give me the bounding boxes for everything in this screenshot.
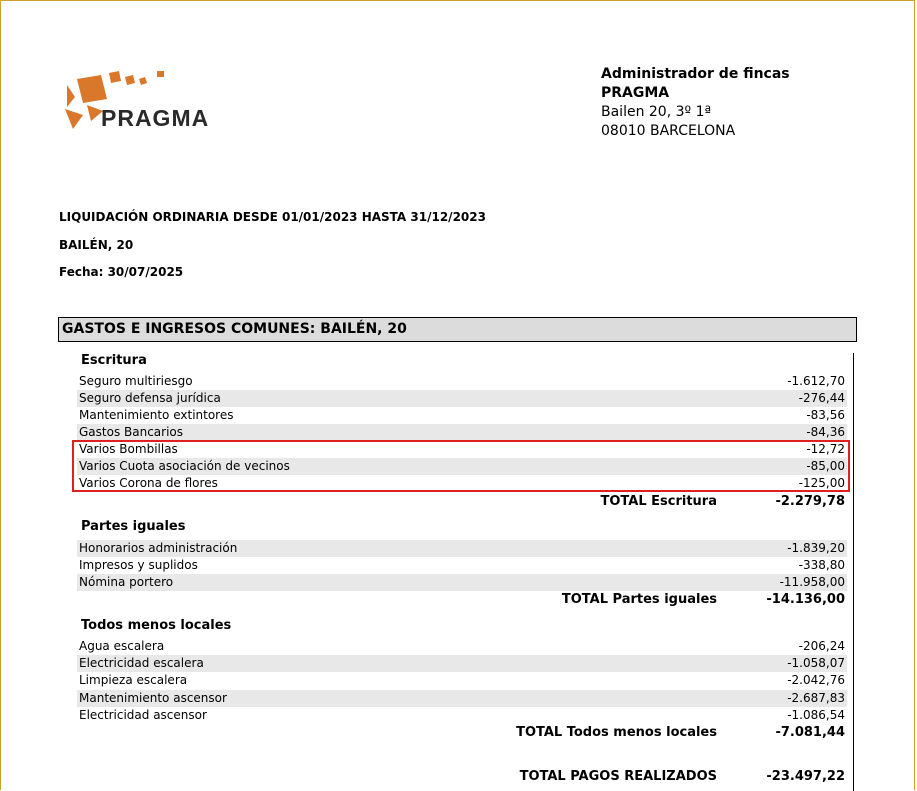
group-title-todos-menos-locales: Todos menos locales [81,618,232,633]
table-row: Varios Bombillas -12,72 [79,442,845,456]
document-date: Fecha: 30/07/2025 [59,265,184,279]
building-address: BAILÉN, 20 [59,238,134,252]
table-row: Nómina portero -11.958,00 [79,575,845,589]
grand-total: TOTAL PAGOS REALIZADOS -23.497,22 [519,769,845,784]
total-escritura: TOTAL Escritura -2.279,78 [600,494,845,509]
logo-wordmark: PRAGMA [101,105,210,131]
table-row: Seguro multiriesgo -1.612,70 [79,374,845,388]
pragma-logo [63,69,243,135]
table-row: Varios Cuota asociación de vecinos -85,00 [79,459,845,473]
section-title-bar: GASTOS E INGRESOS COMUNES: BAILÉN, 20 [58,317,857,342]
table-row: Limpieza escalera -2.042,76 [79,673,845,687]
group-title-escritura: Escritura [81,353,147,368]
admin-company: PRAGMA [601,85,670,101]
right-border-line [853,353,854,791]
total-partes-iguales: TOTAL Partes iguales -14.136,00 [561,592,845,607]
table-row: Impresos y suplidos -338,80 [79,558,845,572]
highlight-box [72,440,850,492]
table-row: Gastos Bancarios -84,36 [79,425,845,439]
table-row: Mantenimiento ascensor -2.687,83 [79,691,845,705]
table-row: Seguro defensa jurídica -276,44 [79,391,845,405]
admin-city: 08010 BARCELONA [601,123,736,139]
table-row: Mantenimiento extintores -83,56 [79,408,845,422]
table-row: Electricidad ascensor -1.086,54 [79,708,845,722]
liquidation-title: LIQUIDACIÓN ORDINARIA DESDE 01/01/2023 HASTA 31/12/2023 [59,210,486,224]
admin-street: Bailen 20, 3º 1ª [601,104,712,120]
total-todos-menos-locales: TOTAL Todos menos locales -7.081,44 [516,725,845,740]
table-row: Honorarios administración -1.839,20 [79,541,845,555]
group-title-partes-iguales: Partes iguales [81,519,186,534]
admin-address [601,65,790,141]
admin-title: Administrador de fincas [601,66,790,82]
table-row: Varios Corona de flores -125,00 [79,476,845,490]
table-row: Agua escalera -206,24 [79,639,845,653]
table-row: Electricidad escalera -1.058,07 [79,656,845,670]
